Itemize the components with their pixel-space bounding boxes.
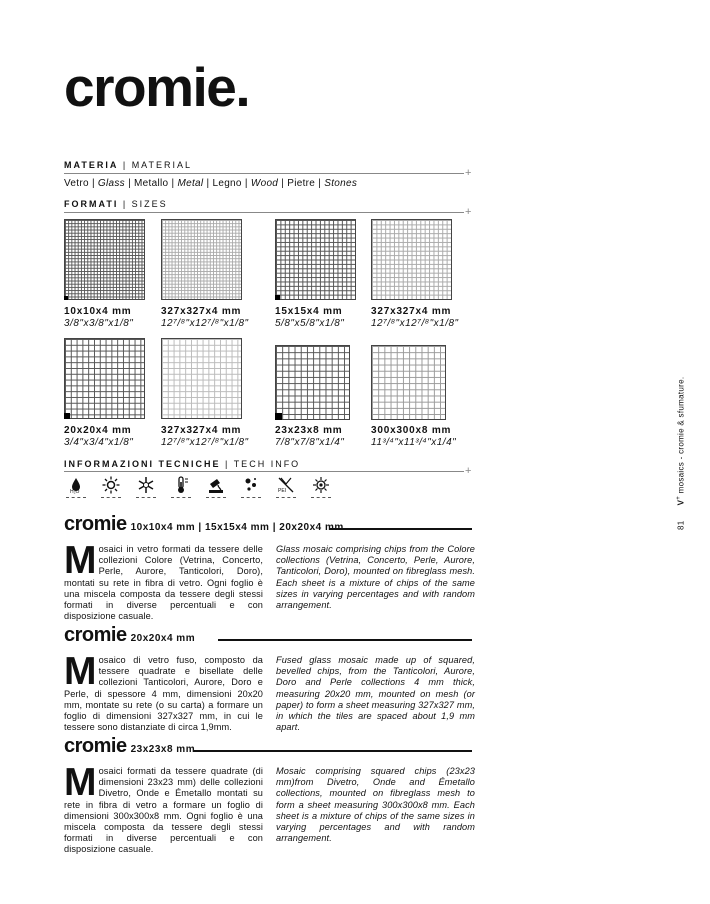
material-label: MATERIA [64,160,119,170]
description-it [64,761,263,856]
drop-cap: M [64,650,97,693]
material-en: Stones [324,178,358,189]
section-title [64,624,195,647]
description-it-text: osaici formati da tessere quadrate (di dimensioni 23x23 mm) delle collezioni Divetro, Onde e Émetallo montati su rete in fibra di vetro a formare un foglio di dimensioni 300x300x8 mm. Ogni foglio è una miscela composta da tessere degli stessi formati in diverse percentuali e con disposizione casuale. [64,766,263,855]
material-it: Metallo [134,178,169,189]
size-metric: 327x327x4 mm [161,425,242,436]
pei-label: PEI [278,488,287,494]
description-it [64,539,263,622]
tech-icons [64,475,344,503]
material-it: Pietre [287,178,316,189]
description-en: Fused glass mosaic made up of squared, bevelled chips, from the Tanticolori, Aurore, Doro and Perle collections 4 mm thick, measuring 20x20 mm, mounted on mesh (or paper) to form a sheet measuring 327x327 mm, in which the tiles are spaced about 1,9 mm apart. [276,655,475,733]
drop-cap: M [64,761,97,804]
brand-logo-plus: + [676,495,682,500]
material-en: Wood [250,178,279,189]
section-title [64,513,344,536]
size-imperial: 3/4"x3/4"x1/8" [64,437,134,448]
light-resistance-icon [99,475,134,503]
tech-label-en: TECH INFO [233,459,301,469]
section-subtitle: 10x10x4 mm | 15x15x4 mm | 20x20x4 mm [130,522,344,533]
mosaic-swatch [371,219,452,300]
thermal-shock-icon [169,475,204,503]
fire-resistance-icon [309,475,344,503]
page-title: cromie. [64,56,250,118]
plus-mark: + [465,167,472,179]
plus-mark: + [465,465,472,477]
mosaic-swatch [371,345,446,420]
size-imperial: 7/8"x7/8"x1/4" [275,437,345,448]
material-heading [64,160,192,170]
sizes-label-en: SIZES [131,199,168,209]
h2o-label: H₂O [70,489,80,495]
tech-label: INFORMAZIONI TECNICHE [64,459,221,469]
sizes-heading [64,199,168,209]
size-imperial: 11³/⁴"x11³/⁴"x1/4" [371,437,457,448]
stain-resistance-icon [239,475,274,503]
mosaic-swatch [161,219,242,300]
size-metric: 327x327x4 mm [161,306,242,317]
frost-resistance-icon [134,475,169,503]
size-imperial: 12⁷/⁸"x12⁷/⁸"x1/8" [371,318,459,329]
mosaic-swatch [161,338,242,419]
mosaic-swatch [64,338,145,419]
series-text: mosaics - cromie & sfumature. [676,376,686,494]
brand-logo: V [676,499,686,506]
size-metric: 10x10x4 mm [64,306,132,317]
tech-heading [64,459,300,469]
size-metric: 23x23x8 mm [275,425,343,436]
description-it [64,650,263,733]
material-label-en: MATERIAL [131,160,193,170]
drop-cap: M [64,539,97,582]
tech-label-sep: | [220,459,234,469]
materials-list: Vetro | Glass | Metallo | Metal | Legno | Wood | Pietre | Stones [64,178,358,189]
description-en: Mosaic comprising squared chips (23x23 mm)from Divetro, Onde and Émetallo collections, mounted on fibreglass mesh to form a sheet measuring 300x300x8 mm. Each sheet is a mixture of chips of the same sizes in varying percentages and with random arrangement. [276,766,475,844]
section-name: cromie [64,513,127,535]
size-imperial: 5/8"x5/8"x1/8" [275,318,345,329]
divider [64,212,464,213]
chemical-resistance-icon [204,475,239,503]
section-subtitle: 23x23x8 mm [130,744,196,755]
size-metric: 327x327x4 mm [371,306,452,317]
sizes-label-sep: | [118,199,132,209]
mosaic-swatch [275,219,356,300]
size-imperial: 3/8"x3/8"x1/8" [64,318,134,329]
size-imperial: 12⁷/⁸"x12⁷/⁸"x1/8" [161,318,249,329]
plus-mark: + [465,206,472,218]
section-title [64,735,195,758]
section-rule [218,639,472,641]
pei-abrasion-icon [274,475,309,503]
size-metric: 20x20x4 mm [64,425,132,436]
side-caption [676,377,686,530]
description-it-text: osaico di vetro fuso, composto da tessere quadrate e bisellate delle collezioni Tanticolori, Aurore, Doro e Perle, di spessore 4 mm, dimensioni 20x20 mm, montate su rete (o su carta) a formare un foglio di dimensioni 327x327 mm, in cui le tessere sono distanziate di circa 1,9mm. [64,655,263,733]
size-metric: 300x300x8 mm [371,425,452,436]
size-metric: 15x15x4 mm [275,306,343,317]
section-rule [193,750,472,752]
water-absorption-icon [64,475,99,503]
divider [64,173,464,174]
size-imperial: 12⁷/⁸"x12⁷/⁸"x1/8" [161,437,249,448]
material-en: Metal [177,178,204,189]
section-name: cromie [64,624,127,646]
section-subtitle: 20x20x4 mm [130,633,196,644]
description-en: Glass mosaic comprising chips from the Colore collections (Vetrina, Concerto, Perle, Aurore, Tanticolori, Doro), mounted on fibreglass mesh. Each sheet is a mixture of chips of the same sizes in varying percentages and with random arrangement. [276,544,475,611]
description-it-text: osaici in vetro formati da tessere delle collezioni Colore (Vetrina, Concerto, Perle, Aurore, Tanticolori, Doro), montati su rete in fibra di vetro. Ogni foglio è una miscela composta da tessere degli stessi formati in diverse percentuali e con disposizione casuale. [64,544,263,622]
page-number: 81 [676,520,686,530]
divider [64,471,464,472]
material-en: Glass [97,178,125,189]
mosaic-swatch [275,345,350,420]
section-rule [330,528,472,530]
section-name: cromie [64,735,127,757]
mosaic-swatch [64,219,145,300]
material-label-sep: | [118,160,132,170]
material-it: Legno [212,178,242,189]
sizes-label: FORMATI [64,199,119,209]
material-it: Vetro [64,178,89,189]
